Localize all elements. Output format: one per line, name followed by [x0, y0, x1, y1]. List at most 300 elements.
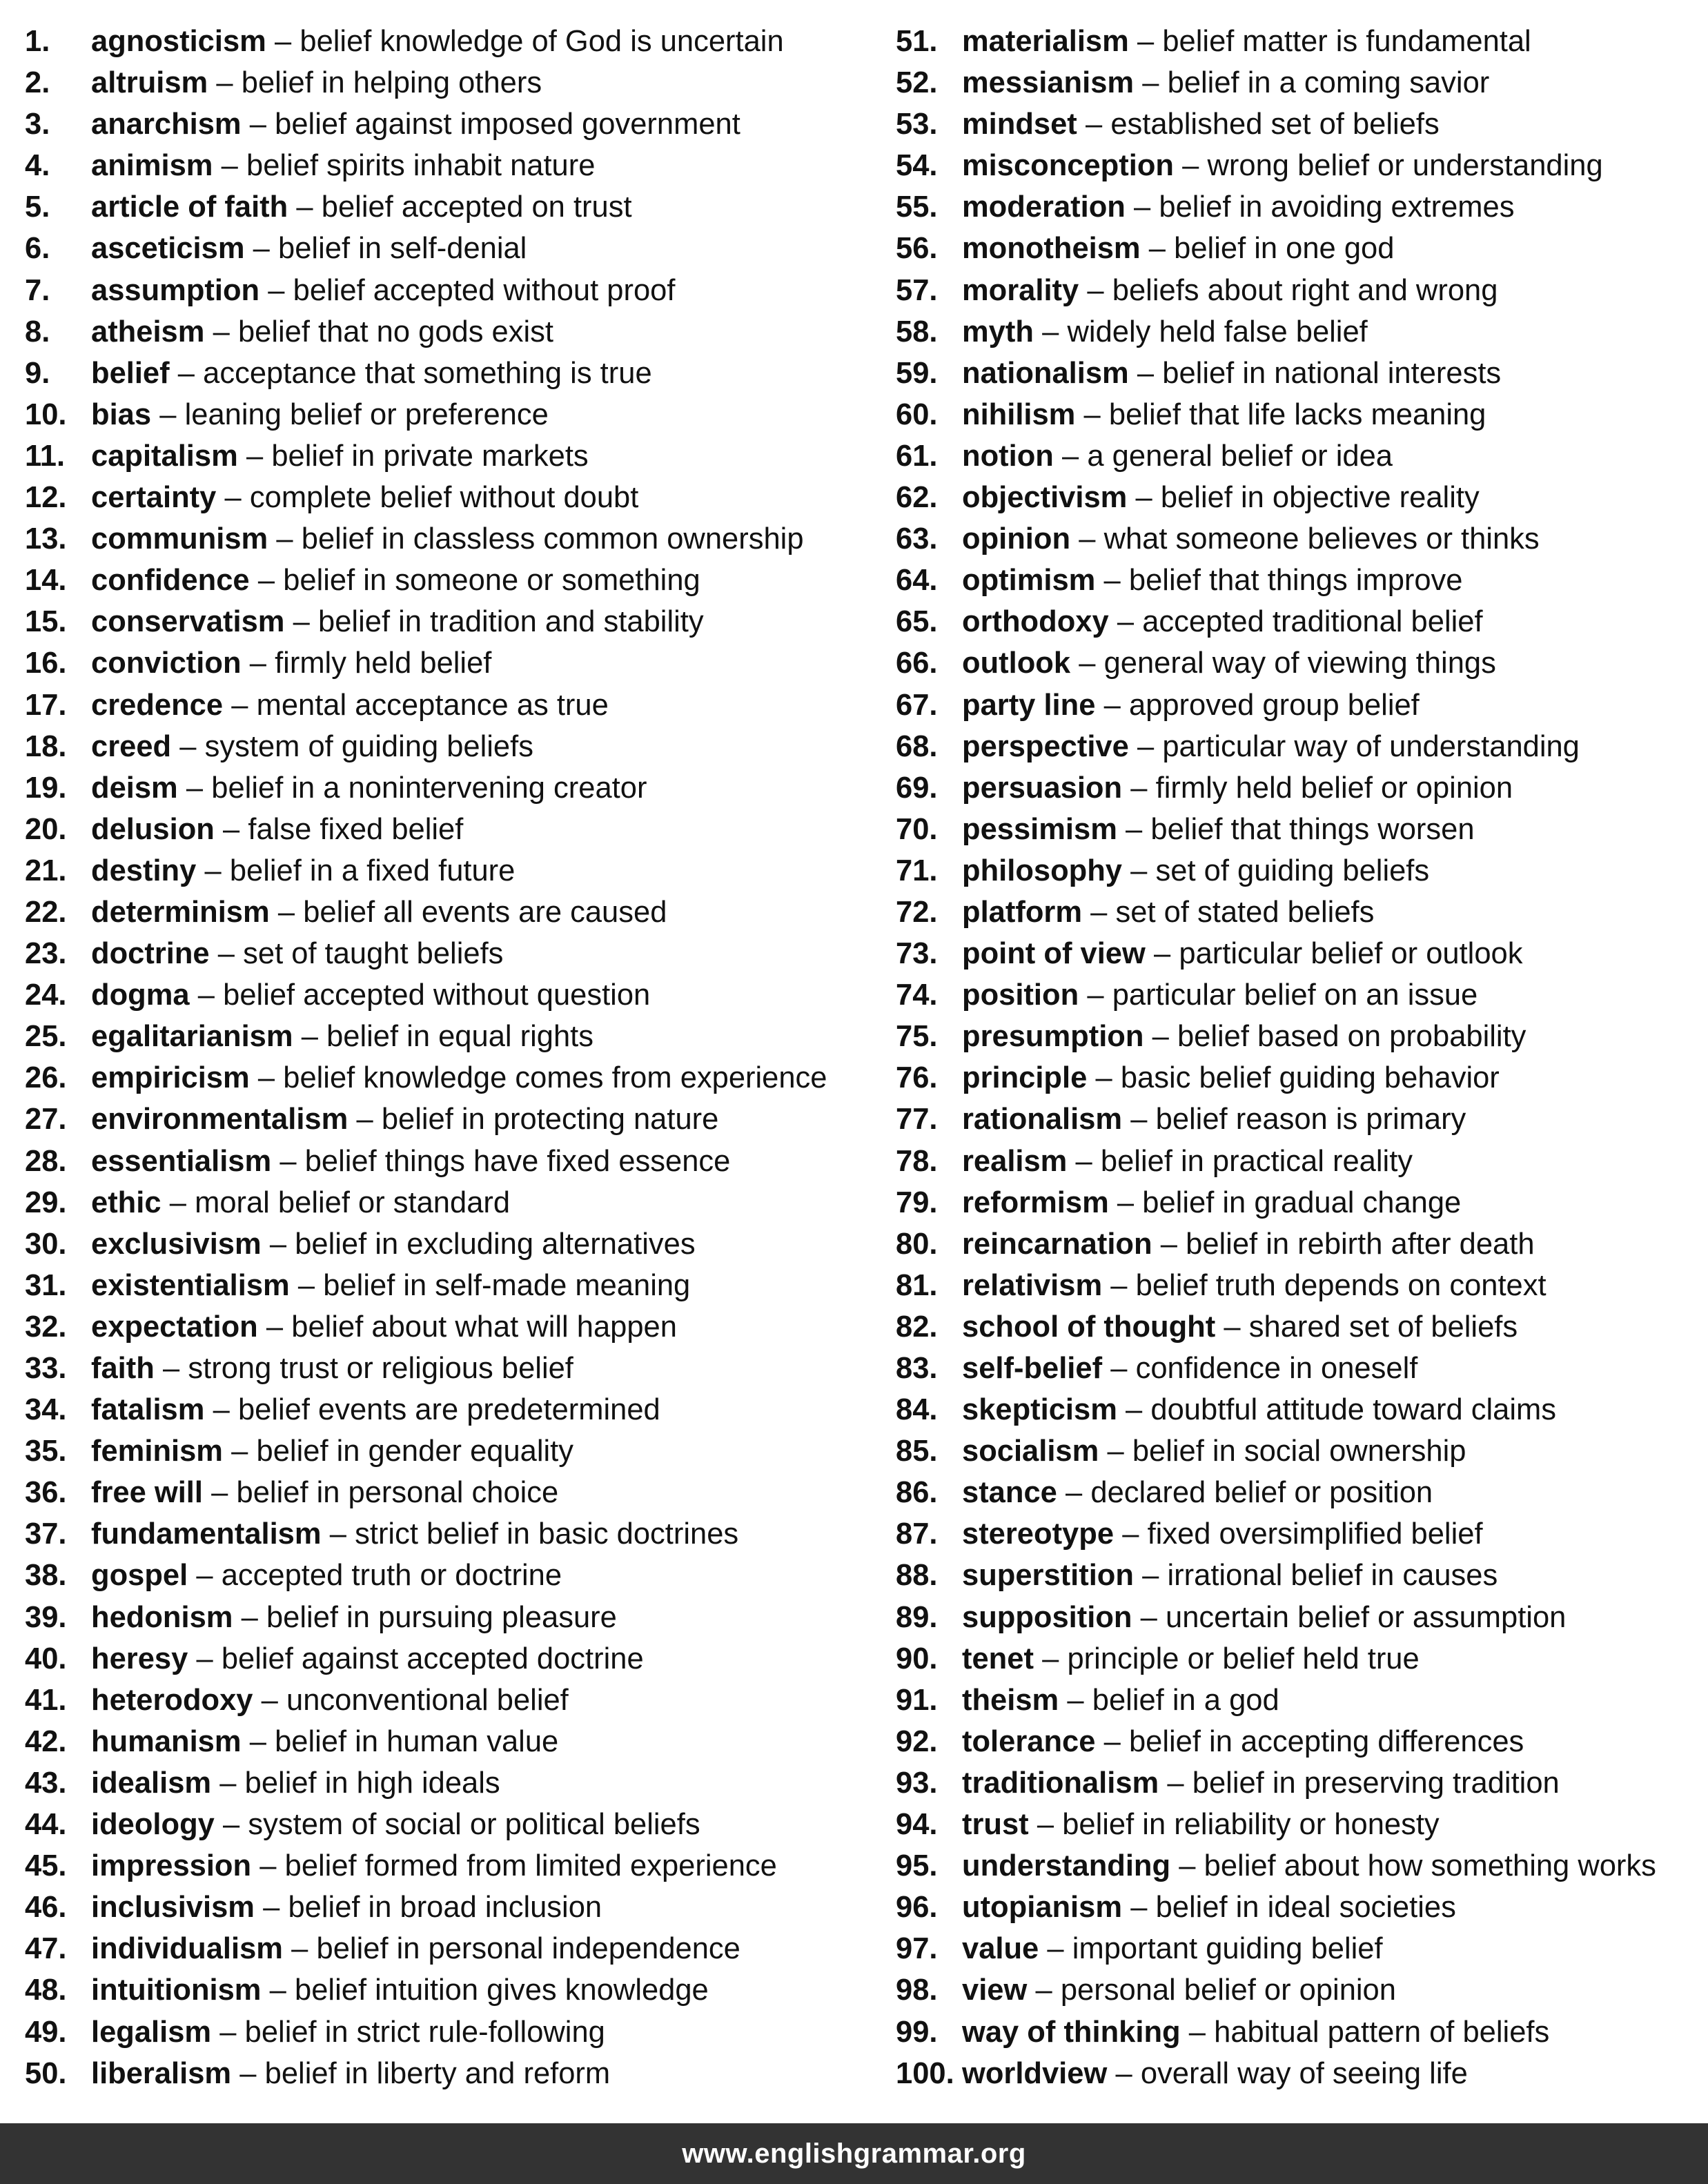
item-definition: particular belief or outlook [1179, 937, 1523, 971]
list-item [25, 1182, 874, 1223]
item-number: 78. [896, 1144, 938, 1178]
item-definition: belief in a god [1092, 1683, 1279, 1717]
item-number: 99. [896, 2015, 938, 2049]
item-definition: belief things have fixed essence [304, 1144, 731, 1178]
item-number: 63. [896, 522, 938, 556]
item-definition: belief in a fixed future [229, 854, 516, 887]
list-item [25, 1099, 874, 1140]
list-item [25, 1638, 874, 1680]
item-dash: – [224, 481, 242, 515]
item-number: 26. [25, 1061, 67, 1095]
item-dash: – [169, 1186, 186, 1219]
list-item [25, 1804, 874, 1845]
item-number: 50. [25, 2056, 67, 2090]
item-definition: widely held false belief [1067, 315, 1368, 348]
item-dash: – [1148, 232, 1166, 266]
list-item [896, 1597, 1703, 1638]
item-number: 81. [896, 1268, 938, 1302]
item-number: 93. [896, 1766, 938, 1800]
item-term: atheism [91, 315, 205, 348]
item-definition: confidence in oneself [1135, 1352, 1418, 1385]
item-definition: acceptance that something is true [203, 356, 652, 390]
list-item [896, 1928, 1703, 1969]
item-definition: system of social or political beliefs [248, 1808, 700, 1842]
item-dash: – [296, 190, 313, 224]
item-dash: – [1152, 1020, 1169, 1054]
item-dash: – [211, 1476, 228, 1510]
item-dash: – [1179, 1849, 1196, 1883]
item-term: reformism [962, 1186, 1109, 1219]
item-definition: important guiding belief [1072, 1932, 1383, 1966]
list-item [896, 394, 1703, 435]
footer-url[interactable]: www.englishgrammar.org [682, 2138, 1026, 2169]
item-number: 53. [896, 108, 938, 141]
list-item [896, 1182, 1703, 1223]
list-item [25, 1513, 874, 1555]
item-definition: belief in ideal societies [1155, 1891, 1456, 1925]
item-number: 74. [896, 978, 938, 1012]
item-term: individualism [91, 1932, 283, 1966]
item-definition: belief in national interests [1162, 356, 1502, 390]
list-item [896, 1969, 1703, 2011]
list-item [25, 104, 874, 145]
item-term: outlook [962, 647, 1071, 680]
item-number: 4. [25, 149, 50, 183]
list-item [25, 1969, 874, 2011]
item-definition: firmly held belief or opinion [1155, 771, 1513, 805]
list-item [896, 560, 1703, 601]
list-item [896, 1057, 1703, 1099]
item-definition: set of guiding beliefs [1155, 854, 1430, 887]
item-number: 38. [25, 1559, 67, 1593]
list-item [25, 1721, 874, 1762]
item-number: 12. [25, 481, 67, 515]
item-term: platform [962, 895, 1082, 929]
item-dash: – [1066, 1476, 1083, 1510]
item-definition: overall way of seeing life [1140, 2056, 1468, 2090]
item-dash: – [1042, 315, 1059, 348]
item-term: way of thinking [962, 2015, 1181, 2049]
item-term: stance [962, 1476, 1057, 1510]
item-definition: belief that life lacks meaning [1108, 397, 1486, 431]
item-term: view [962, 1974, 1028, 2007]
item-number: 69. [896, 771, 938, 805]
item-dash: – [1224, 1310, 1241, 1344]
item-term: agnosticism [91, 25, 266, 58]
item-term: worldview [962, 2056, 1108, 2090]
item-term: objectivism [962, 481, 1128, 515]
item-term: fundamentalism [91, 1517, 322, 1551]
item-term: ethic [91, 1186, 161, 1219]
list-item [896, 685, 1703, 726]
item-number: 62. [896, 481, 938, 515]
item-term: delusion [91, 812, 215, 846]
item-term: nationalism [962, 356, 1129, 390]
item-definition: moral belief or standard [195, 1186, 511, 1219]
item-definition: belief in gender equality [256, 1435, 574, 1468]
list-item [25, 1555, 874, 1596]
list-item [25, 685, 874, 726]
item-definition: accepted traditional belief [1142, 605, 1483, 639]
list-item [896, 186, 1703, 228]
item-definition: belief against accepted doctrine [221, 1642, 644, 1675]
item-number: 89. [896, 1600, 938, 1634]
item-definition: shared set of beliefs [1248, 1310, 1518, 1344]
list-item [25, 560, 874, 601]
item-definition: complete belief without doubt [249, 481, 639, 515]
item-definition: a general belief or idea [1087, 439, 1393, 473]
item-definition: belief in high ideals [244, 1766, 500, 1800]
item-number: 51. [896, 25, 938, 58]
list-item [896, 1513, 1703, 1555]
item-number: 46. [25, 1891, 67, 1925]
item-term: pessimism [962, 812, 1117, 846]
item-definition: belief in personal choice [236, 1476, 559, 1510]
item-definition: belief formed from limited experience [284, 1849, 777, 1883]
item-term: animism [91, 149, 213, 183]
item-dash: – [276, 522, 293, 556]
item-definition: belief in one god [1174, 232, 1395, 266]
item-definition: belief in protecting nature [381, 1103, 719, 1137]
item-term: impression [91, 1849, 252, 1883]
item-dash: – [216, 66, 233, 100]
item-dash: – [277, 895, 295, 929]
item-term: ideology [91, 1808, 215, 1842]
item-term: theism [962, 1683, 1059, 1717]
item-number: 39. [25, 1600, 67, 1634]
item-dash: – [1182, 149, 1199, 183]
item-definition: belief reason is primary [1155, 1103, 1466, 1137]
item-term: capitalism [91, 439, 238, 473]
list-item [896, 353, 1703, 394]
item-dash: – [266, 1310, 284, 1344]
list-item [25, 62, 874, 104]
item-number: 55. [896, 190, 938, 224]
item-term: position [962, 978, 1079, 1012]
item-definition: belief knowledge comes from experience [283, 1061, 827, 1095]
item-dash: – [268, 273, 285, 307]
item-number: 37. [25, 1517, 67, 1551]
item-term: socialism [962, 1435, 1099, 1468]
item-number: 36. [25, 1476, 67, 1510]
item-definition: belief knowledge of God is uncertain [300, 25, 784, 58]
item-term: inclusivism [91, 1891, 255, 1925]
item-definition: system of guiding beliefs [204, 729, 533, 763]
item-definition: belief in strict rule-following [244, 2015, 605, 2049]
item-dash: – [1110, 1352, 1128, 1385]
item-term: materialism [962, 25, 1129, 58]
list-item [25, 270, 874, 311]
item-term: presumption [962, 1020, 1144, 1054]
item-number: 61. [896, 439, 938, 473]
item-definition: belief in personal independence [316, 1932, 740, 1966]
list-item [25, 1389, 874, 1430]
item-term: tenet [962, 1642, 1034, 1675]
item-term: supposition [962, 1600, 1132, 1634]
list-item [25, 1057, 874, 1099]
item-term: altruism [91, 66, 208, 100]
item-number: 18. [25, 729, 67, 763]
item-number: 70. [896, 812, 938, 846]
list-item [896, 809, 1703, 850]
item-dash: – [1167, 1766, 1184, 1800]
item-dash: – [279, 1144, 297, 1178]
item-definition: belief intuition gives knowledge [295, 1974, 709, 2007]
item-definition: false fixed belief [248, 812, 464, 846]
list-item [25, 767, 874, 809]
item-number: 45. [25, 1849, 67, 1883]
item-definition: belief about how something works [1204, 1849, 1656, 1883]
item-dash: – [219, 1766, 237, 1800]
item-term: myth [962, 315, 1034, 348]
list-item [896, 311, 1703, 353]
item-number: 19. [25, 771, 67, 805]
item-number: 43. [25, 1766, 67, 1800]
item-number: 22. [25, 895, 67, 929]
item-dash: – [1079, 647, 1096, 680]
item-definition: strict belief in basic doctrines [355, 1517, 739, 1551]
item-number: 29. [25, 1186, 67, 1219]
item-definition: belief truth depends on context [1135, 1268, 1547, 1302]
item-term: gospel [91, 1559, 188, 1593]
item-dash: – [221, 149, 238, 183]
item-term: asceticism [91, 232, 245, 266]
item-dash: – [1117, 605, 1135, 639]
item-term: confidence [91, 564, 250, 598]
item-definition: accepted truth or doctrine [221, 1559, 562, 1593]
item-definition: habitual pattern of beliefs [1214, 2015, 1550, 2049]
list-item [896, 228, 1703, 269]
item-definition: firmly held belief [275, 647, 492, 680]
list-item [896, 435, 1703, 477]
list-item [896, 62, 1703, 104]
item-dash: – [1067, 1683, 1084, 1717]
item-dash: – [1079, 522, 1096, 556]
item-dash: – [1103, 564, 1121, 598]
item-number: 66. [896, 647, 938, 680]
item-dash: – [213, 1393, 230, 1427]
item-dash: – [1126, 812, 1143, 846]
item-term: belief [91, 356, 170, 390]
item-term: philosophy [962, 854, 1122, 887]
list-item [25, 1348, 874, 1389]
item-definition: belief in broad inclusion [288, 1891, 602, 1925]
item-definition: belief in reliability or honesty [1062, 1808, 1440, 1842]
item-number: 57. [896, 273, 938, 307]
item-number: 88. [896, 1559, 938, 1593]
item-dash: – [259, 1849, 277, 1883]
item-term: skepticism [962, 1393, 1117, 1427]
item-dash: – [1115, 2056, 1132, 2090]
item-dash: – [219, 2015, 237, 2049]
item-term: dogma [91, 978, 190, 1012]
list-item [896, 104, 1703, 145]
list-item [25, 601, 874, 642]
list-item [896, 1804, 1703, 1845]
list-item [896, 477, 1703, 518]
item-definition: beliefs about right and wrong [1112, 273, 1498, 307]
list-item [896, 642, 1703, 684]
item-dash: – [269, 1227, 287, 1261]
list-item [896, 1638, 1703, 1680]
item-dash: – [163, 1352, 180, 1385]
list-item [25, 1472, 874, 1513]
item-term: mindset [962, 108, 1077, 141]
item-number: 30. [25, 1227, 67, 1261]
item-dash: – [263, 1891, 280, 1925]
item-dash: – [196, 1559, 213, 1593]
item-number: 14. [25, 564, 67, 598]
item-definition: belief in accepting differences [1128, 1724, 1524, 1758]
item-definition: what someone believes or thinks [1103, 522, 1540, 556]
item-definition: irrational belief in causes [1167, 1559, 1498, 1593]
item-dash: – [257, 564, 275, 598]
item-number: 8. [25, 315, 50, 348]
item-dash: – [1062, 439, 1079, 473]
item-definition: belief spirits inhabit nature [246, 149, 596, 183]
item-dash: – [249, 647, 266, 680]
item-definition: belief about what will happen [291, 1310, 677, 1344]
item-dash: – [1135, 481, 1152, 515]
item-dash: – [293, 605, 310, 639]
item-number: 92. [896, 1724, 938, 1758]
item-term: article of faith [91, 190, 288, 224]
list-item [896, 850, 1703, 892]
list-item [25, 1928, 874, 1969]
list-item [896, 1099, 1703, 1140]
item-term: anarchism [91, 108, 242, 141]
item-definition: belief based on probability [1177, 1020, 1527, 1054]
list-item [896, 892, 1703, 933]
item-dash: – [196, 1642, 213, 1675]
item-dash: – [223, 1808, 240, 1842]
item-definition: belief in practical reality [1100, 1144, 1413, 1178]
item-number: 48. [25, 1974, 67, 2007]
item-number: 40. [25, 1642, 67, 1675]
item-dash: – [223, 812, 240, 846]
list-item [25, 1306, 874, 1348]
list-item [896, 601, 1703, 642]
item-dash: – [217, 937, 235, 971]
list-item [896, 1223, 1703, 1265]
item-definition: belief events are predetermined [237, 1393, 660, 1427]
item-term: humanism [91, 1724, 242, 1758]
item-dash: – [1122, 1517, 1139, 1551]
item-term: credence [91, 688, 224, 722]
item-definition: belief in human value [275, 1724, 559, 1758]
item-dash: – [1137, 25, 1155, 58]
item-number: 44. [25, 1808, 67, 1842]
item-dash: – [1075, 1144, 1092, 1178]
item-definition: belief in objective reality [1160, 481, 1480, 515]
item-number: 9. [25, 356, 50, 390]
item-dash: – [177, 356, 195, 390]
item-number: 54. [896, 149, 938, 183]
item-dash: – [1110, 1268, 1128, 1302]
item-dash: – [1130, 771, 1148, 805]
item-term: opinion [962, 522, 1071, 556]
item-definition: belief in classless common ownership [301, 522, 804, 556]
item-dash: – [231, 1435, 248, 1468]
item-dash: – [1126, 1393, 1143, 1427]
item-term: perspective [962, 729, 1129, 763]
item-definition: uncertain belief or assumption [1166, 1600, 1567, 1634]
item-number: 31. [25, 1268, 67, 1302]
item-term: environmentalism [91, 1103, 349, 1137]
list-item [896, 1430, 1703, 1472]
item-dash: – [1160, 1227, 1177, 1261]
item-dash: – [329, 1517, 346, 1551]
item-dash: – [1130, 1103, 1148, 1137]
item-dash: – [159, 397, 177, 431]
item-number: 52. [896, 66, 938, 100]
item-definition: belief accepted on trust [321, 190, 632, 224]
item-dash: – [301, 1020, 318, 1054]
list-item [896, 1016, 1703, 1057]
item-number: 34. [25, 1393, 67, 1427]
item-definition: belief in a nonintervening creator [211, 771, 647, 805]
item-term: idealism [91, 1766, 212, 1800]
item-term: school of thought [962, 1310, 1216, 1344]
list-item [25, 1223, 874, 1265]
item-number: 94. [896, 1808, 938, 1842]
item-dash: – [1137, 356, 1155, 390]
item-definition: fixed oversimplified belief [1147, 1517, 1483, 1551]
item-number: 83. [896, 1352, 938, 1385]
item-definition: belief accepted without question [223, 978, 651, 1012]
item-number: 42. [25, 1724, 67, 1758]
item-number: 49. [25, 2015, 67, 2049]
item-dash: – [204, 854, 222, 887]
item-number: 87. [896, 1517, 938, 1551]
item-definition: set of stated beliefs [1115, 895, 1375, 929]
item-term: determinism [91, 895, 270, 929]
item-definition: particular belief on an issue [1112, 978, 1478, 1012]
item-term: exclusivism [91, 1227, 262, 1261]
list-item [896, 1887, 1703, 1928]
item-term: value [962, 1932, 1039, 1966]
item-term: communism [91, 522, 268, 556]
item-dash: – [1103, 1724, 1121, 1758]
item-definition: belief in private markets [271, 439, 589, 473]
item-dash: – [297, 1268, 315, 1302]
item-dash: – [1137, 729, 1155, 763]
item-term: legalism [91, 2015, 212, 2049]
item-number: 16. [25, 647, 67, 680]
item-number: 28. [25, 1144, 67, 1178]
list-item [25, 353, 874, 394]
item-number: 5. [25, 190, 50, 224]
list-item [25, 892, 874, 933]
item-definition: belief in someone or something [283, 564, 700, 598]
item-definition: belief in helping others [241, 66, 542, 100]
item-dash: – [179, 729, 197, 763]
list-item [25, 1597, 874, 1638]
item-definition: personal belief or opinion [1060, 1974, 1396, 2007]
list-item [896, 933, 1703, 974]
item-definition: doubtful attitude toward claims [1150, 1393, 1556, 1427]
item-term: monotheism [962, 232, 1141, 266]
list-item [896, 1348, 1703, 1389]
item-term: traditionalism [962, 1766, 1159, 1800]
item-term: hedonism [91, 1600, 233, 1634]
item-number: 32. [25, 1310, 67, 1344]
list-item [25, 228, 874, 269]
item-number: 97. [896, 1932, 938, 1966]
item-dash: – [1142, 1559, 1159, 1593]
item-term: existentialism [91, 1268, 290, 1302]
item-dash: – [1090, 895, 1108, 929]
